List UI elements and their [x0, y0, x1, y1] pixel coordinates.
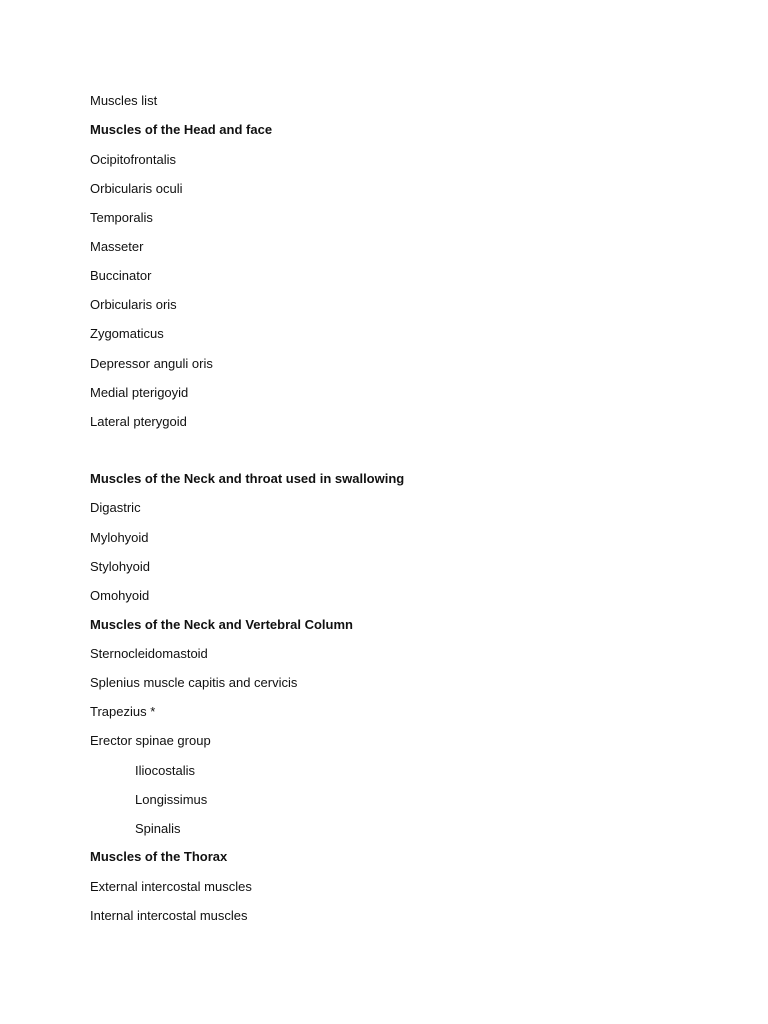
list-item: Internal intercostal muscles — [90, 908, 248, 923]
section-heading-neck-throat: Muscles of the Neck and throat used in swallowing — [90, 471, 405, 486]
list-item: Stylohyoid — [90, 559, 150, 574]
list-item: External intercostal muscles — [90, 879, 252, 894]
list-item: Masseter — [90, 239, 144, 254]
sub-list-item: Longissimus — [135, 792, 208, 807]
list-item: Omohyoid — [90, 588, 150, 603]
list-item: Depressor anguli oris — [90, 356, 213, 371]
section-heading-head-face: Muscles of the Head and face — [90, 122, 273, 137]
sub-list-item: Spinalis — [135, 821, 181, 836]
section-heading-thorax: Muscles of the Thorax — [90, 849, 228, 864]
sub-list-item: Iliocostalis — [135, 763, 195, 778]
list-item: Buccinator — [90, 268, 152, 283]
list-item: Orbicularis oris — [90, 297, 177, 312]
list-item: Mylohyoid — [90, 530, 149, 545]
list-item: Ocipitofrontalis — [90, 152, 176, 167]
list-item: Medial pterigoyid — [90, 385, 189, 400]
list-item: Splenius muscle capitis and cervicis — [90, 675, 298, 690]
list-item: Erector spinae group — [90, 733, 211, 748]
list-item: Lateral pterygoid — [90, 414, 187, 429]
list-item: Orbicularis oculi — [90, 181, 183, 196]
list-item: Trapezius * — [90, 704, 156, 719]
list-item: Sternocleidomastoid — [90, 646, 208, 661]
list-item: Temporalis — [90, 210, 153, 225]
section-heading-neck-vertebral: Muscles of the Neck and Vertebral Column — [90, 617, 353, 632]
list-item: Digastric — [90, 500, 141, 515]
document-title: Muscles list — [90, 93, 158, 108]
list-item: Zygomaticus — [90, 326, 164, 341]
